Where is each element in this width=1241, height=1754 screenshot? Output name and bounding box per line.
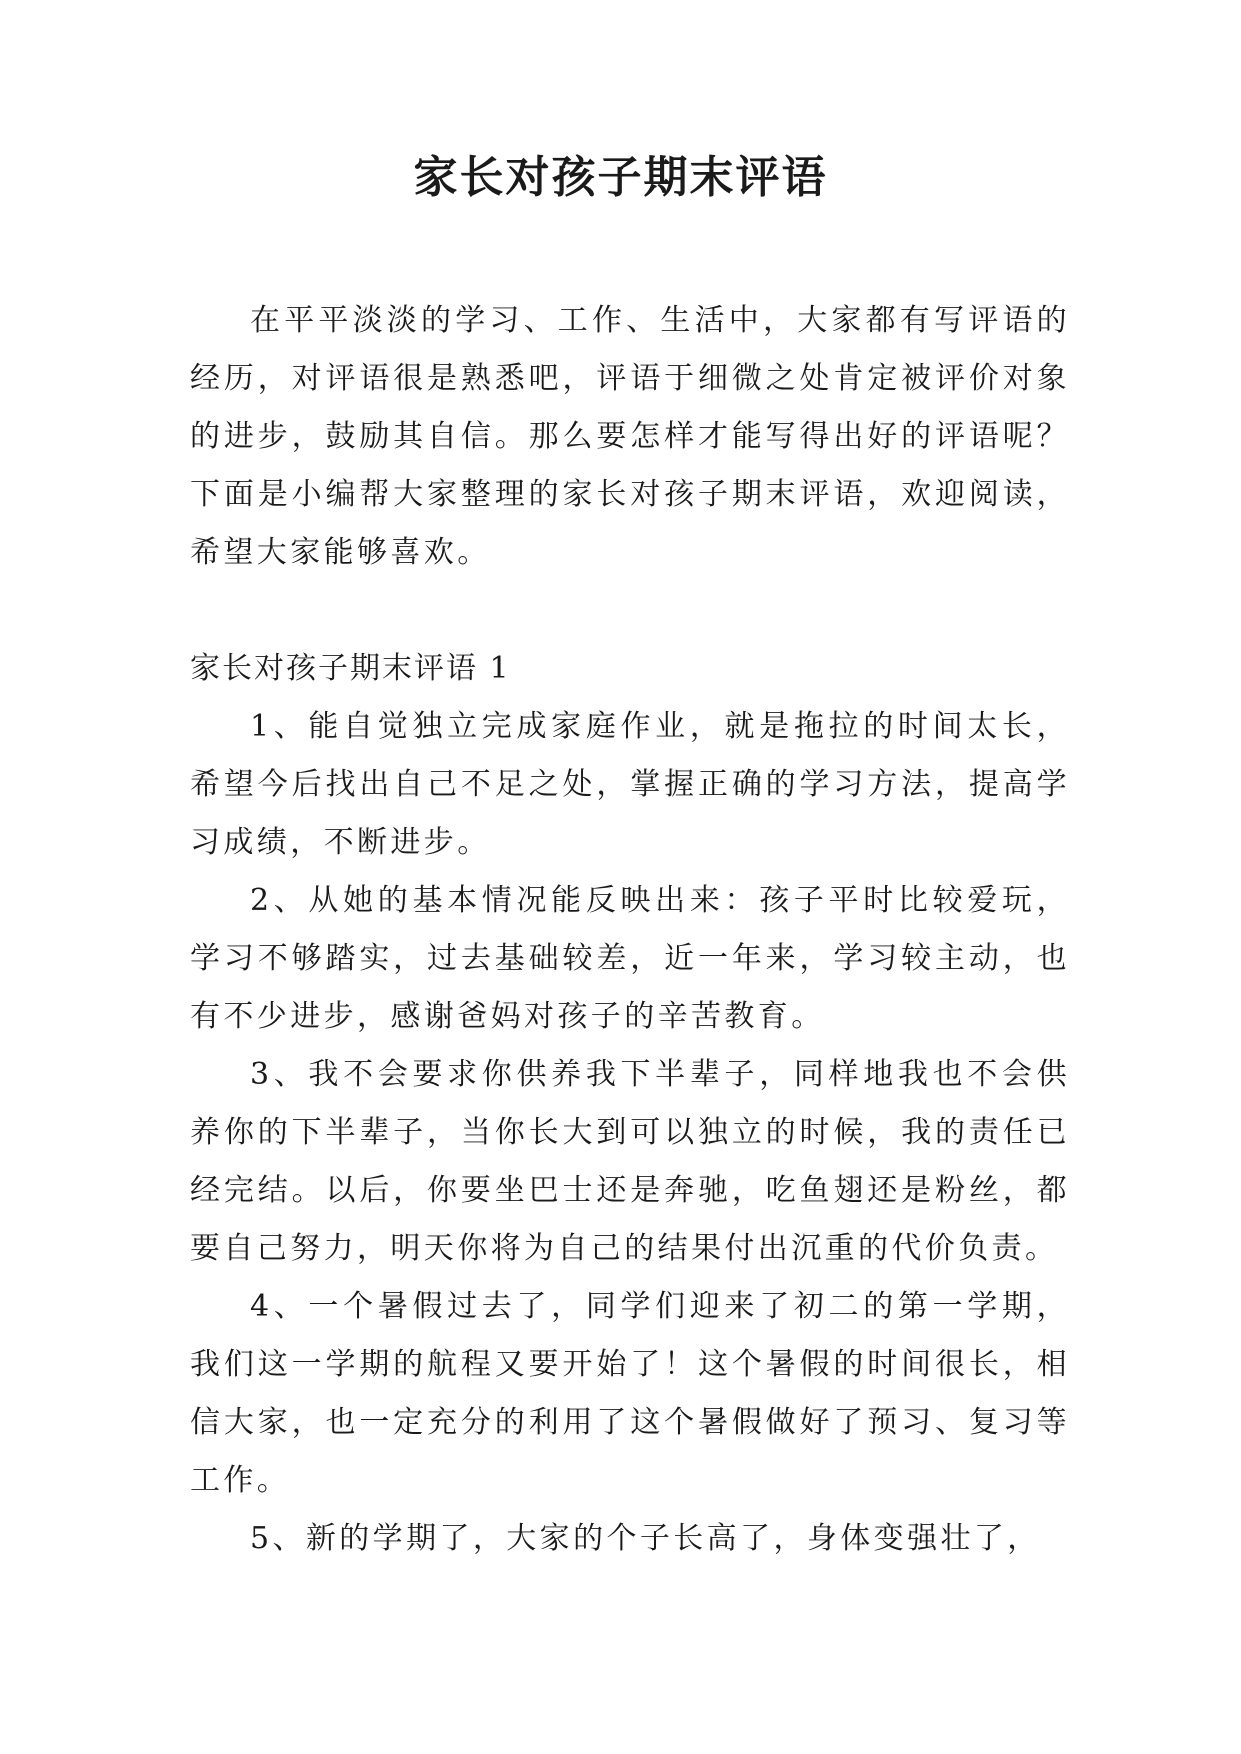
comment-item-5: 5、新的学期了，大家的个子长高了，身体变强壮了， (250, 1521, 1041, 1556)
document-title: 家长对孩子期末评语 (413, 152, 828, 203)
section-heading: 家长对孩子期末评语 1 (190, 651, 511, 686)
comment-item-3: 3、我不会要求你供养我下半辈子，同样地我也不会供养你的下半辈子，当你长大到可以独立的时候，我的责任已经完结。以后，你要坐巴士还是奔驰，吃鱼翅还是粉丝，都要自己努力，明天你将为自己的结果付出沉重的代价负责。 (190, 1057, 1070, 1266)
comment-item-2: 2、从她的基本情况能反映出来：孩子平时比较爱玩，学习不够踏实，过去基础较差，近一年来，学习较主动，也有不少进步，感谢爸妈对孩子的辛苦教育。 (190, 883, 1070, 1034)
intro-paragraph: 在平平淡淡的学习、工作、生活中，大家都有写评语的经历，对评语很是熟悉吧，评语于细微之处肯定被评价对象的进步，鼓励其自信。那么要怎样才能写得出好的评语呢？下面是小编帮大家整理的家长对孩子期末评语，欢迎阅读，希望大家能够喜欢。 (190, 303, 1070, 570)
document-body (190, 292, 1070, 1568)
comment-item-1: 1、能自觉独立完成家庭作业，就是拖拉的时间太长，希望今后找出自己不足之处，掌握正确的学习方法，提高学习成绩，不断进步。 (190, 709, 1070, 860)
comment-item-4: 4、一个暑假过去了，同学们迎来了初二的第一学期，我们这一学期的航程又要开始了！这个暑假的时间很长，相信大家，也一定充分的利用了这个暑假做好了预习、复习等工作。 (190, 1289, 1070, 1498)
